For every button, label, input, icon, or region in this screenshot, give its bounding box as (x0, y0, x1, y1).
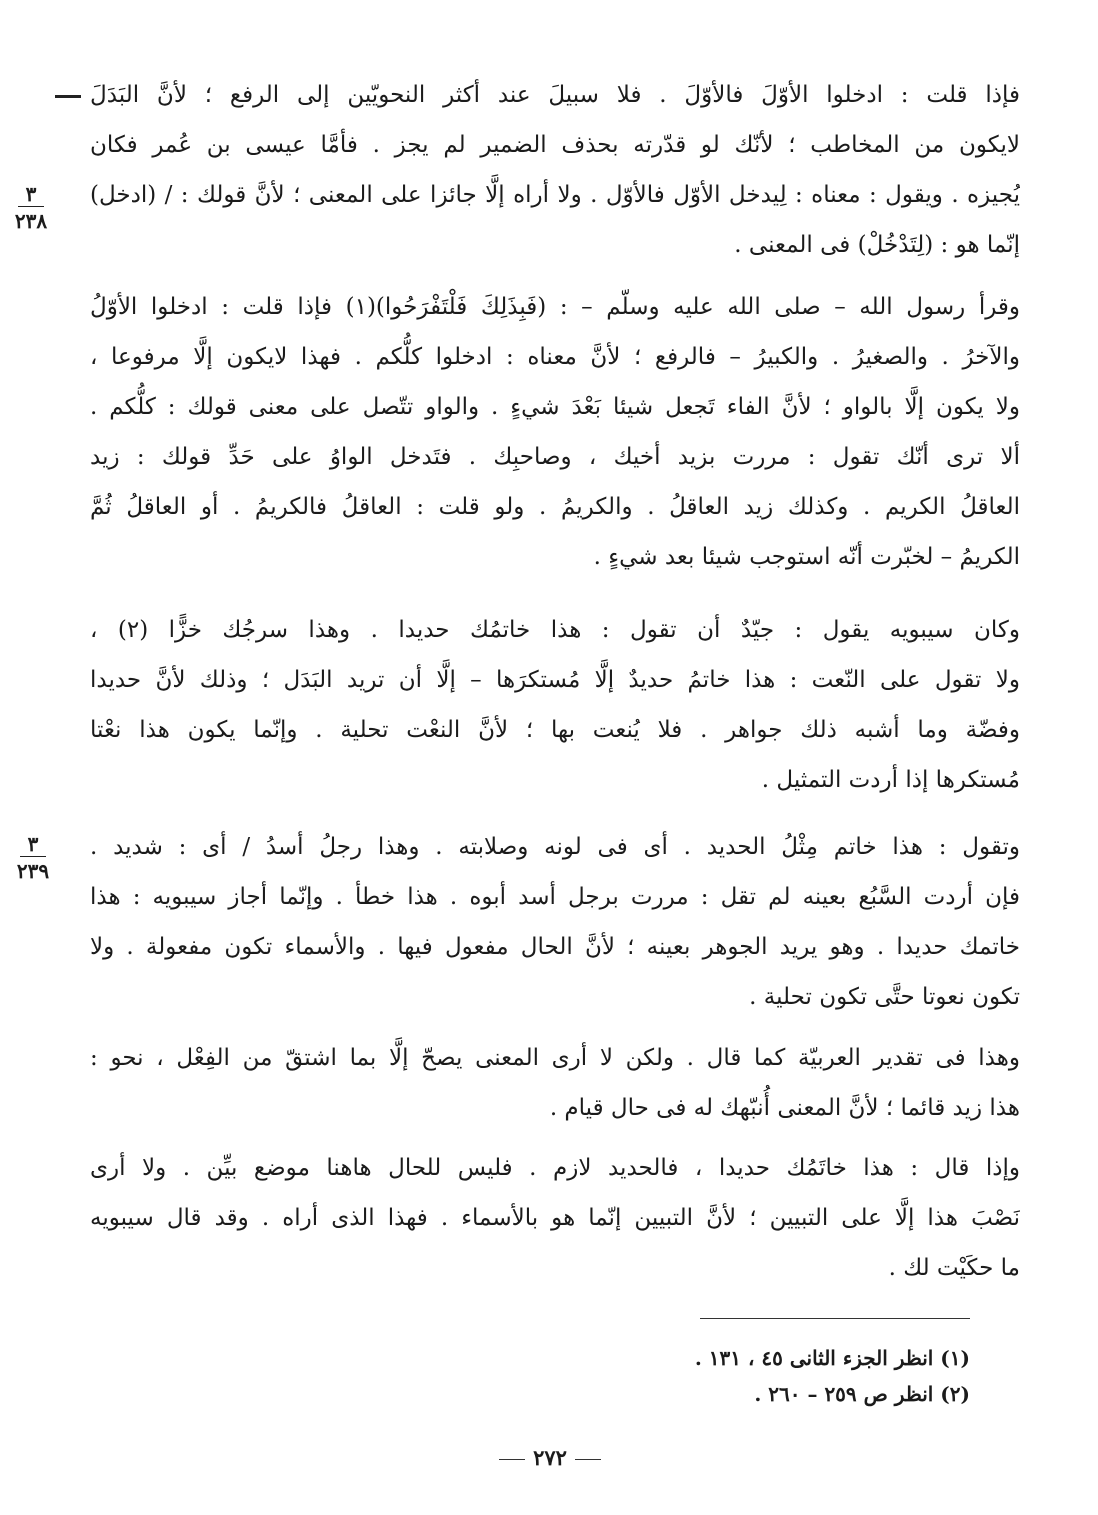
margin-note-238 (6, 182, 56, 233)
text-line: مُستكرها إذا أردت التمثيل . (761, 767, 1020, 793)
text-line: خاتمك حديدا . وهو يريد الجوهر بعينه ؛ لأنَّ الحال مفعول فيها . والأسماء تكون مفعولة . ولا (90, 934, 1020, 960)
text-line: تكون نعوتا حتَّى تكون تحلية . (749, 984, 1020, 1010)
text-line: فإن أردت السَّبُع بعينه لم تقل : مررت برجل أسد أبوه . هذا خطأ . وإنّما أجاز سيبويه : هذا (90, 884, 1020, 910)
paragraph-6 (90, 1143, 1020, 1293)
paragraph-2 (90, 282, 1020, 582)
margin-note-top: ٣ (18, 182, 44, 207)
footnotes (620, 1340, 970, 1412)
text-line: ولا يكون إلَّا بالواو ؛ لأنَّ الفاء تَجعل شيئا بَعْدَ شيءٍ . والواو تتّصل على معنى قولك : كلُّكم . (90, 394, 1020, 420)
text-line: إنّما هو : (لِتَدْخُلْ) فى المعنى . (734, 232, 1020, 258)
footnote-2: (٢) انظر ص ٢٥٩ – ٢٦٠ . (754, 1382, 970, 1406)
text-line: وهذا فى تقدير العربيّة كما قال . ولكن لا أرى المعنى يصحّ إلَّا بما اشتقّ من الفِعْل ، نحو : (90, 1045, 1020, 1071)
paragraph-3 (90, 605, 1020, 805)
text-line: الكريمُ – لخبّرت أنّه استوجب شيئا بعد شيءٍ . (593, 544, 1020, 570)
paragraph-4 (90, 822, 1020, 1022)
page-number (480, 1445, 620, 1470)
margin-dash (55, 95, 81, 98)
text-line: فإذا قلت : ادخلوا الأوّلَ فالأوّلَ . فلا سبيلَ عند أكثر النحويّين إلى الرفع ؛ لأنَّ البَدَلَ (90, 82, 1020, 108)
text-line: ما حكَيْت لك . (888, 1255, 1020, 1281)
text-line: وكان سيبويه يقول : جيّدٌ أن تقول : هذا خاتمُك حديدا . وهذا سرجُك خزًّا (٢) ، (90, 617, 1020, 643)
footnote-rule (700, 1318, 970, 1319)
text-line: والآخرُ . والصغيرُ . والكبيرُ – فالرفع ؛ لأنَّ معناه : ادخلوا كلُّكم . فهذا لايكون إلَّا مرفوعا ، (90, 344, 1020, 370)
paragraph-1 (90, 70, 1020, 270)
margin-note-top: ٣ (20, 832, 46, 857)
text-line: وفضّة وما أشبه ذلك جواهر . فلا يُنعت بها ؛ لأنَّ النعْت تحلية . وإنّما يكون هذا نعْتا (90, 717, 1020, 743)
text-line: وقرأ رسول الله – صلى الله عليه وسلّم – : (فَبِذَلِكَ فَلْتَفْرَحُوا)(١) فإذا قلت : ادخلوا الأوّلُ (90, 294, 1020, 320)
text-line: ألا ترى أنّك تقول : مررت بزيد أخيك ، وصاحبِك . فتَدخل الواوُ على حَدِّ قولك : زيد (90, 444, 1020, 470)
text-line: ولا تقول على النّعت : هذا خاتمُ حديدٌ إلَّا مُستكرَها – إلَّا أن تريد البَدَل ؛ وذلك لأنَّ حديدا (90, 667, 1020, 693)
margin-note-239 (8, 832, 58, 883)
margin-note-bottom: ٢٣٩ (16, 859, 50, 883)
text-line: وإذا قال : هذا خاتَمُك حديدا ، فالحديد لازم . فليس للحال هاهنا موضع بيِّن . ولا أرى (90, 1155, 1020, 1181)
text-line: هذا زيد قائما ؛ لأنَّ المعنى أُنبّهك له فى حال قيام . (549, 1095, 1020, 1121)
page-number-dash (499, 1459, 525, 1460)
paragraph-5 (90, 1033, 1020, 1133)
text-line: لايكون من المخاطب ؛ لأنّك لو قدّرته بحذف الضمير لم يجز . فأمَّا عيسى بن عُمر فكان (90, 132, 1020, 158)
page-number-dash (575, 1459, 601, 1460)
text-line: العاقلُ الكريم . وكذلك زيد العاقلُ . والكريمُ . ولو قلت : العاقلُ فالكريمُ . أو العاقلُ ثُمَّ (90, 494, 1020, 520)
text-line: يُجيزه . ويقول : معناه : لِيدخل الأوّل فالأوّل . ولا أراه إلَّا جائزا على المعنى ؛ لأنَّ قولك : / (ادخل) (90, 182, 1020, 208)
text-line: وتقول : هذا خاتم مِثْلُ الحديد . أى فى لونه وصلابته . وهذا رجلُ أسدُ / أى : شديد . (90, 834, 1020, 860)
margin-note-bottom: ٢٣٨ (14, 209, 48, 233)
page-number-text: ٢٧٢ (533, 1445, 567, 1470)
footnote-1: (١) انظر الجزء الثانى ٤٥ ، ١٣١ . (694, 1346, 970, 1370)
text-line: نَصْبَ هذا إلَّا على التبيين ؛ لأنَّ التبيين إنّما هو بالأسماء . فهذا الذى أراه . وقد قال سيبويه (90, 1205, 1020, 1231)
